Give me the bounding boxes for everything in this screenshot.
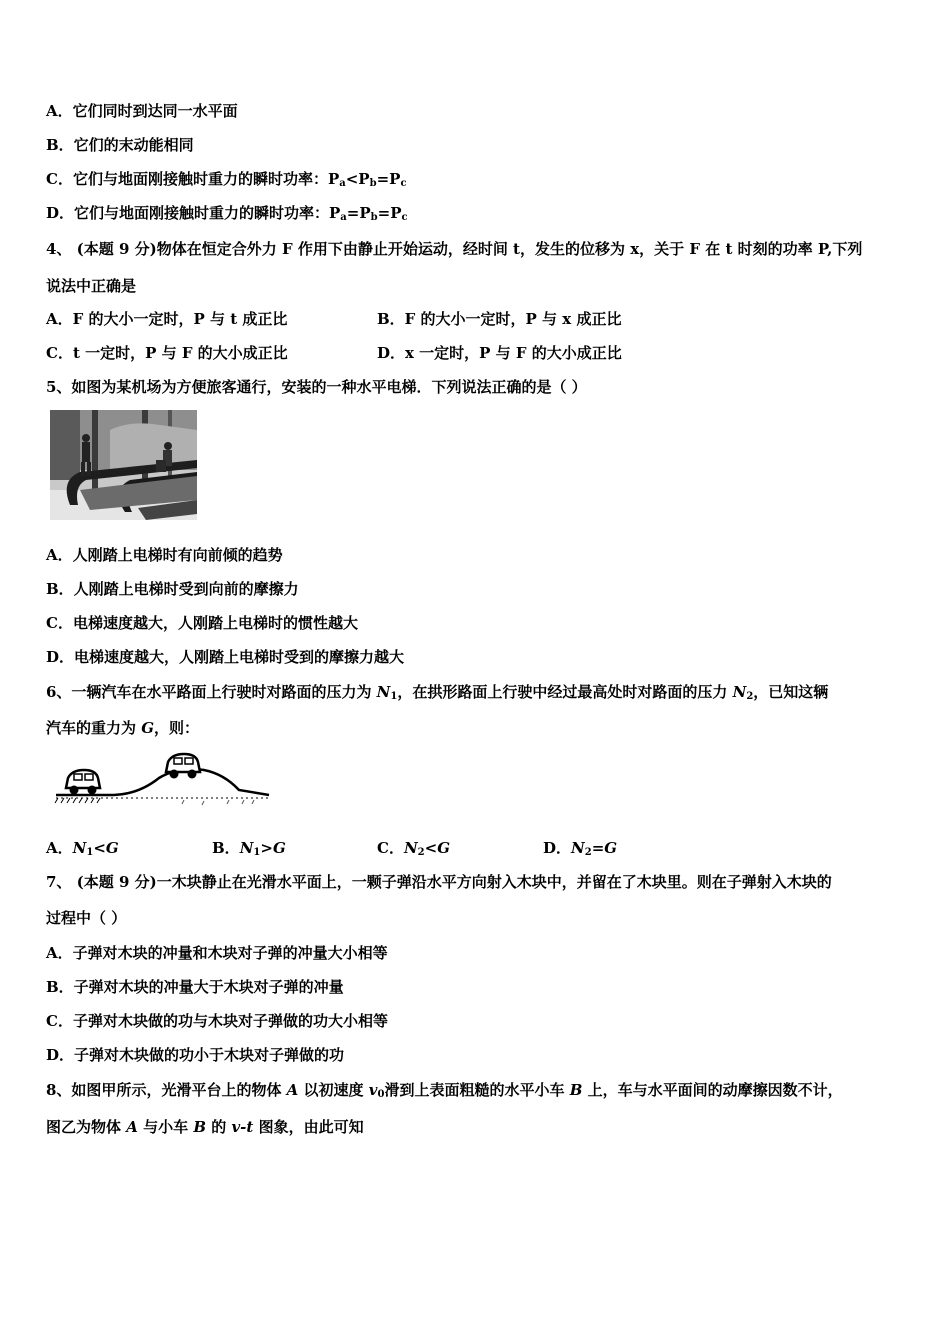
escalator-photo [50, 410, 197, 520]
q4-stem-line1: 4、 (本题 9 分)物体在恒定合外力 F 作用下由静止开始运动，经时间 t，发生的位移为 x，关于 F 在 t 时刻的功率 P,下列 [46, 240, 863, 258]
q4-option-a[interactable]: A．F 的大小一定时，P 与 t 成正比 [46, 310, 288, 328]
q3-option-b[interactable]: B．它们的末动能相同 [46, 136, 194, 154]
q6-option-c[interactable] [377, 838, 450, 858]
q6-option-a-label: A． [46, 839, 73, 857]
q8-text-3: 滑到上表面粗糙的水平小车 [384, 1081, 570, 1099]
q8-text-8: 图象，由此可知 [253, 1118, 364, 1136]
q3-option-c-rel2: =P [376, 170, 401, 188]
q8-text-7: 的 [206, 1118, 232, 1136]
q6-option-b[interactable] [212, 838, 286, 858]
q3-option-c-rel1: <P [345, 170, 370, 188]
q6-option-c-sub: 2 [417, 847, 425, 858]
q8-b: B [569, 1081, 583, 1099]
q7-option-a[interactable]: A．子弹对木块的冲量和木块对子弹的冲量大小相等 [46, 944, 388, 962]
q8-a: A [286, 1081, 299, 1099]
q3-option-d-rel2: =P [377, 204, 402, 222]
q3-option-c-p: P [327, 170, 340, 188]
q3-option-c[interactable] [46, 169, 407, 189]
q6-option-c-rel: < [424, 839, 438, 857]
q6-option-d-rel: = [591, 839, 605, 857]
q6-option-a-sub: 1 [86, 847, 94, 858]
q6-option-a-rel: < [93, 839, 106, 857]
q8-vt: v-t [231, 1118, 254, 1136]
q6-stem-line1 [46, 682, 828, 702]
q8-text-1: 8、如图甲所示，光滑平台上的物体 [46, 1081, 287, 1099]
q8-text-4: 上，车与水平面间的动摩擦因数不计， [582, 1081, 843, 1099]
q3-option-d-sub-b: b [370, 212, 378, 223]
q6-option-d[interactable] [543, 838, 617, 858]
car-flat-icon [66, 770, 100, 795]
q6-n2-sub: 2 [746, 691, 754, 702]
q6-text-3: ，已知这辆 [753, 683, 829, 701]
q6-option-b-label: B． [212, 839, 240, 857]
q8-text-2: 以初速度 [298, 1081, 369, 1099]
q8-b2: B [193, 1118, 207, 1136]
q5-option-d[interactable]: D．电梯速度越大，人刚踏上电梯时受到的摩擦力越大 [46, 648, 405, 666]
q6-option-b-sub: 1 [253, 847, 261, 858]
q7-option-d[interactable]: D．子弹对木块做的功小于木块对子弹做的功 [46, 1046, 345, 1064]
q6-option-d-g: G [604, 839, 618, 857]
q6-n2: N [732, 683, 747, 701]
q6-text-1: 6、一辆汽车在水平路面上行驶时对路面的压力为 [46, 683, 377, 701]
q5-option-c[interactable]: C．电梯速度越大，人刚踏上电梯时的惯性越大 [46, 614, 358, 632]
q4-option-b[interactable]: B．F 的大小一定时，P 与 x 成正比 [377, 310, 622, 328]
q3-option-d-sub-c: c [401, 212, 408, 223]
q5-option-a[interactable]: A．人刚踏上电梯时有向前倾的趋势 [46, 546, 283, 564]
q7-stem-line2: 过程中（ ） [46, 909, 127, 927]
q6-option-a-g: G [105, 839, 119, 857]
q8-stem-line1 [46, 1080, 843, 1100]
q6-text-5: ，则： [154, 719, 200, 737]
q6-option-b-g: G [272, 839, 286, 857]
q8-a2: A [126, 1118, 138, 1136]
q3-option-d-p: P [329, 204, 341, 222]
q6-option-d-label: D． [543, 839, 572, 857]
q8-v-sub: 0 [377, 1089, 385, 1100]
q6-n1-sub: 1 [390, 691, 398, 702]
q6-option-c-label: C． [377, 839, 404, 857]
q6-option-a[interactable] [46, 838, 119, 858]
q4-option-c[interactable]: C．t 一定时，P 与 F 的大小成正比 [46, 344, 288, 362]
q5-option-b[interactable]: B．人刚踏上电梯时受到向前的摩擦力 [46, 580, 299, 598]
q6-g: G [141, 719, 155, 737]
q6-text-2: ，在拱形路面上行驶中经过最高处时对路面的压力 [397, 683, 733, 701]
q8-text-5: 图乙为物体 [46, 1118, 127, 1136]
q8-stem-line2 [46, 1117, 364, 1137]
q3-option-d-rel1: =P [346, 204, 371, 222]
q8-text-6: 与小车 [137, 1118, 194, 1136]
q4-option-d[interactable]: D．x 一定时，P 与 F 的大小成正比 [377, 344, 622, 362]
q3-option-c-text: C．它们与地面刚接触时重力的瞬时功率： [46, 170, 328, 188]
car-arch-icon [166, 754, 200, 779]
q3-option-c-sub-b: b [369, 178, 377, 189]
q3-option-a[interactable]: A．它们同时到达同一水平面 [46, 102, 238, 120]
q6-option-b-n: N [239, 839, 254, 857]
q8-v: v [368, 1081, 378, 1099]
q6-option-a-n: N [72, 839, 87, 857]
q6-stem-line2 [46, 718, 199, 738]
q3-option-d-text: D．它们与地面刚接触时重力的瞬时功率： [46, 204, 330, 222]
q6-option-c-g: G [437, 839, 451, 857]
q3-option-c-sub-c: c [400, 178, 407, 189]
q3-option-d-sub-a: a [340, 212, 347, 223]
q6-option-d-n: N [571, 839, 585, 857]
q7-option-c[interactable]: C．子弹对木块做的功与木块对子弹做的功大小相等 [46, 1012, 388, 1030]
q6-option-c-n: N [403, 839, 418, 857]
q3-option-c-sub-a: a [339, 178, 346, 189]
q3-option-d[interactable] [46, 203, 408, 223]
arch-road-diagram [54, 750, 274, 808]
q6-n1: N [376, 683, 391, 701]
q6-option-b-rel: > [260, 839, 273, 857]
q6-text-4: 汽车的重力为 [46, 719, 142, 737]
q5-stem: 5、如图为某机场为方便旅客通行，安装的一种水平电梯．下列说法正确的是（ ） [46, 378, 587, 396]
q7-stem-line1: 7、 (本题 9 分)一木块静止在光滑水平面上，一颗子弹沿水平方向射入木块中，并留在了木块里。则在子弹射入木块的 [46, 873, 832, 891]
q4-stem-line2: 说法中正确是 [46, 277, 137, 295]
q7-option-b[interactable]: B．子弹对木块的冲量大于木块对子弹的冲量 [46, 978, 344, 996]
q6-option-d-sub: 2 [584, 847, 592, 858]
